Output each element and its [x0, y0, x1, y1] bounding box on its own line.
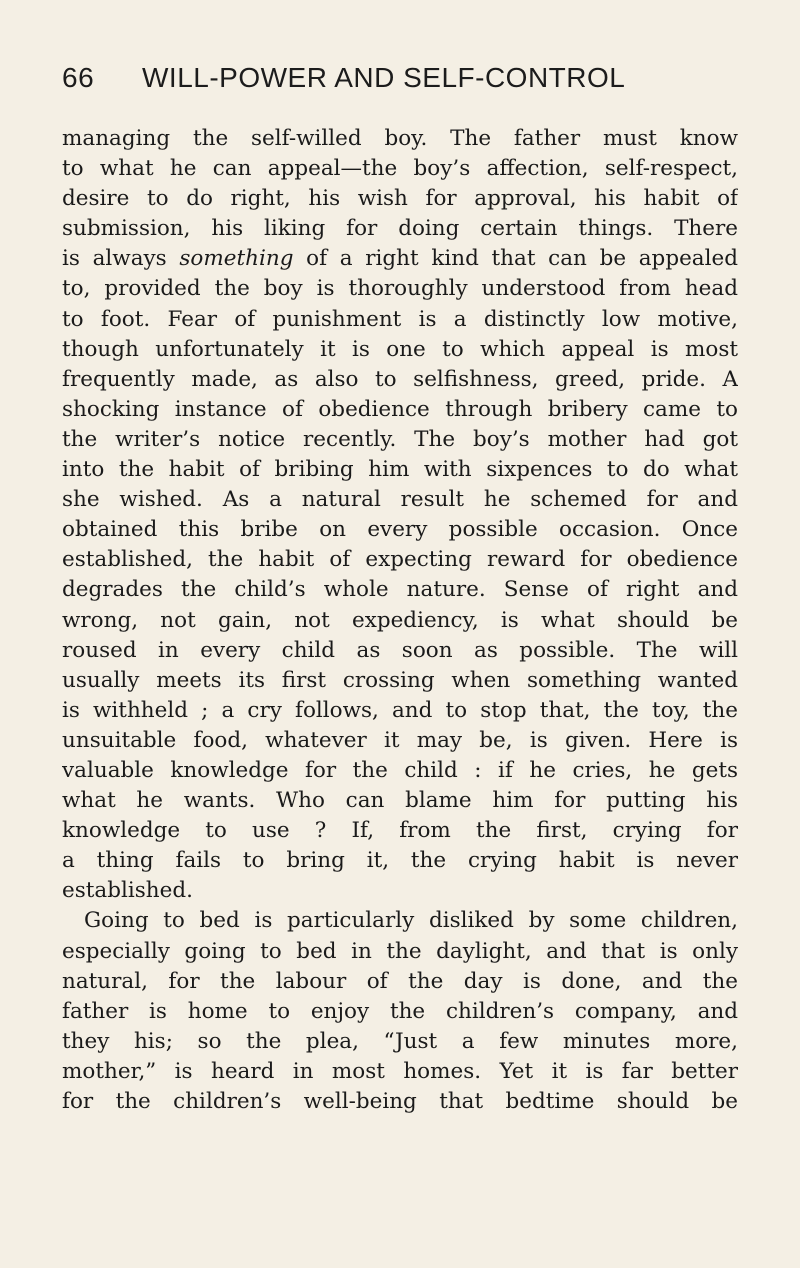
text-line [62, 244, 738, 274]
text-line: knowledge to use ? If, from the first, crying for [62, 818, 738, 844]
text-line: a thing fails to bring it, the crying habit is never [62, 848, 738, 874]
text-segment: of a right kind that can be appealed [293, 246, 738, 272]
text-line: roused in every child as soon as possible. The will [62, 637, 738, 663]
text-line: mother,” is heard in most homes. Yet it is far better [62, 1058, 738, 1084]
text-line: she wished. As a natural result he schemed for and [62, 487, 738, 513]
text-line: to what he can appeal—the boy’s affection, self-respect, [62, 156, 738, 182]
text-line: natural, for the labour of the day is done, and the [62, 968, 738, 994]
text-line: the writer’s notice recently. The boy’s mother had got [62, 426, 738, 452]
body-text [62, 124, 738, 1117]
text-segment: is always [62, 246, 180, 272]
text-line: for the children’s well-being that bedtime should be [62, 1089, 738, 1114]
text-line: though unfortunately it is one to which appeal is most [62, 336, 738, 362]
text-line: obtained this bribe on every possible occasion. Once [62, 517, 738, 543]
paragraph-end-line: established. [62, 878, 193, 904]
paragraph-start-line: Going to bed is particularly disliked by some children, [84, 908, 738, 934]
text-line: frequently made, as also to selfishness, greed, pride. A [62, 366, 738, 392]
page-number: 66 [62, 62, 95, 93]
text-line: into the habit of bribing him with sixpences to do what [62, 457, 738, 483]
text-line: degrades the child’s whole nature. Sense of right and [62, 577, 738, 603]
text-line: usually meets its first crossing when something wanted [62, 667, 738, 693]
page-header [62, 62, 738, 102]
text-line: submission, his liking for doing certain things. There [62, 216, 738, 242]
text-line: father is home to enjoy the children’s company, and [62, 998, 738, 1024]
running-head: WILL-POWER AND SELF-CONTROL [142, 62, 626, 93]
text-line: valuable knowledge for the child : if he cries, he gets [62, 757, 738, 783]
text-line: unsuitable food, whatever it may be, is given. Here is [62, 727, 738, 753]
text-line: shocking instance of obedience through bribery came to [62, 396, 738, 422]
text-line: managing the self-willed boy. The father must know [62, 126, 738, 151]
text-line: desire to do right, his wish for approval, his habit of [62, 186, 738, 212]
text-line: they his; so the plea, “Just a few minutes more, [62, 1028, 738, 1054]
text-line: established, the habit of expecting reward for obedience [62, 547, 738, 573]
text-line: to foot. Fear of punishment is a distinctly low motive, [62, 306, 738, 332]
text-line: wrong, not gain, not expediency, is what should be [62, 607, 738, 633]
text-line: to, provided the boy is thoroughly understood from head [62, 276, 738, 302]
italic-word: something [179, 246, 294, 272]
text-line: especially going to bed in the daylight, and that is only [62, 938, 738, 964]
text-line: what he wants. Who can blame him for putting his [62, 788, 738, 814]
text-line: is withheld ; a cry follows, and to stop that, the toy, the [62, 697, 738, 723]
